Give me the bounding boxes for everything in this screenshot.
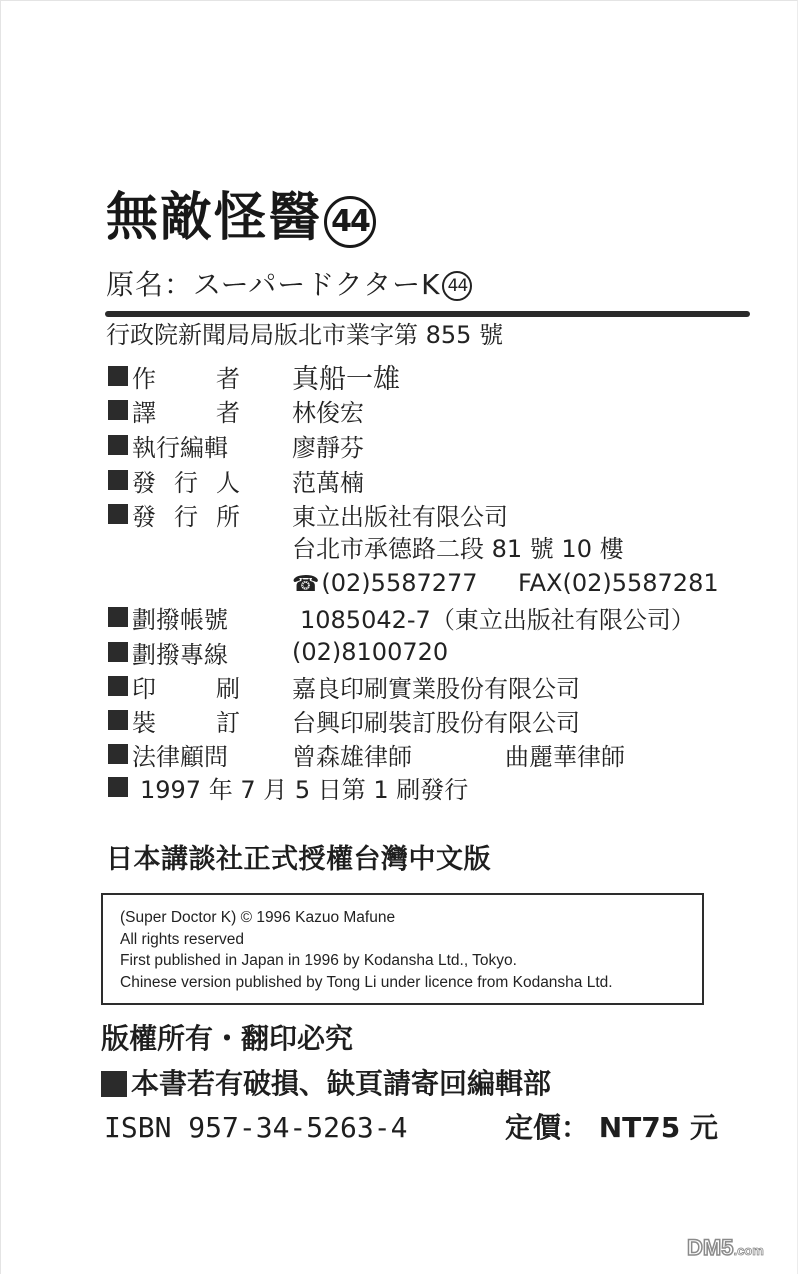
credit-row-translator <box>108 393 364 427</box>
credit-label <box>132 635 282 670</box>
isbn: ISBN 957-34-5263-4 <box>104 1111 408 1144</box>
label-char: 人 <box>216 468 240 497</box>
credit-value: 范萬楠 <box>292 468 364 497</box>
credit-label <box>132 497 240 532</box>
copyright-line: All rights reserved <box>120 930 245 948</box>
credit-row-legal <box>108 737 625 771</box>
credit-row-publisher <box>108 497 508 531</box>
credit-label <box>132 600 282 635</box>
label-char: 裝 <box>132 708 156 737</box>
label-char: 印 <box>132 674 156 703</box>
credit-value: 嘉良印刷實業股份有限公司 <box>292 674 580 703</box>
price: 定價： NT75 元 <box>505 1111 718 1144</box>
label-char: 所 <box>216 502 240 531</box>
credit-value: 曾森雄律師 <box>292 742 412 771</box>
square-bullet-icon <box>108 710 128 730</box>
copyright-line: (Super Doctor K) © 1996 Kazuo Mafune <box>120 909 396 926</box>
credit-label <box>132 737 282 772</box>
book-title-text: 無敵怪醫 <box>106 188 323 248</box>
watermark-suffix: .com <box>733 1243 764 1258</box>
credit-row-binder <box>108 703 580 737</box>
label-char: 作 <box>132 364 156 393</box>
label-char: 執行編輯 <box>132 433 228 462</box>
credit-value: 廖靜芬 <box>292 433 364 462</box>
square-bullet-icon <box>108 470 128 490</box>
copyright-line: First published in Japan in 1996 by Kodansha Ltd., Tokyo. <box>120 952 517 969</box>
watermark-logo <box>687 1236 764 1263</box>
label-char: 訂 <box>216 708 240 737</box>
label-char: 劃撥專線 <box>132 640 228 669</box>
book-title <box>106 186 376 250</box>
credit-row-account <box>108 600 695 634</box>
rights-reserved: 版權所有・翻印必究 <box>101 1022 354 1055</box>
credit-value: 台興印刷裝訂股份有限公司 <box>292 708 580 737</box>
square-bullet-icon <box>108 366 128 386</box>
fax-number: FAX(02)5587281 <box>518 569 719 597</box>
label-char: 者 <box>216 398 240 427</box>
square-bullet-icon <box>108 676 128 696</box>
square-bullet-icon <box>101 1071 127 1097</box>
authorization-line: 日本講談社正式授權台灣中文版 <box>106 844 491 875</box>
credit-value: (02)8100720 <box>292 638 449 666</box>
publication-date: 1997 年 7 月 5 日第 1 刷發行 <box>140 775 469 804</box>
square-bullet-icon <box>108 744 128 764</box>
credit-label <box>132 703 240 738</box>
publisher-contact <box>292 566 719 602</box>
credit-label <box>132 428 282 463</box>
publisher-address: 台北市承德路二段 81 號 10 樓 <box>292 535 624 563</box>
credit-row-printer <box>108 669 580 703</box>
square-bullet-icon <box>108 607 128 627</box>
credit-value: 林俊宏 <box>292 398 364 427</box>
watermark-text: DM5 <box>687 1235 734 1260</box>
copyright-line: Chinese version published by Tong Li under licence from Kodansha Ltd. <box>120 973 613 991</box>
credit-label <box>132 393 240 428</box>
square-bullet-icon <box>108 504 128 524</box>
credit-value: 東立出版社有限公司 <box>292 502 508 531</box>
credit-label <box>132 669 240 704</box>
copyright-box <box>101 893 704 1005</box>
credit-label <box>132 463 240 498</box>
publication-date-row <box>108 770 468 804</box>
label-char: 刷 <box>216 674 240 703</box>
credit-value-secondary: 曲麗華律師 <box>505 742 625 771</box>
credit-row-hotline <box>108 635 449 669</box>
label-char: 行 <box>174 468 198 497</box>
credit-row-publisher-person <box>108 463 364 497</box>
label-char: 行 <box>174 502 198 531</box>
square-bullet-icon <box>108 400 128 420</box>
label-char: 發 <box>132 468 156 497</box>
credit-row-editor <box>108 428 364 462</box>
original-volume-badge: 44 <box>442 271 472 301</box>
divider-rule <box>105 311 750 317</box>
credit-value: 真船一雄 <box>292 363 400 395</box>
license-line: 行政院新聞局局版北市業字第 855 號 <box>106 321 504 349</box>
label-char: 發 <box>132 502 156 531</box>
damage-notice-row <box>101 1064 551 1104</box>
label-char: 者 <box>216 364 240 393</box>
telephone-icon: ☎ <box>292 572 320 597</box>
volume-badge: 44 <box>324 196 376 248</box>
square-bullet-icon <box>108 642 128 662</box>
square-bullet-icon <box>108 777 128 797</box>
credit-value: 1085042-7（東立出版社有限公司） <box>300 605 695 634</box>
original-title-label: 原名： <box>106 268 194 301</box>
credit-label <box>132 359 240 394</box>
label-char: 譯 <box>132 398 156 427</box>
label-char: 法律顧問 <box>132 742 228 771</box>
original-title-text: スーパードクターK <box>193 268 441 301</box>
damage-notice: 本書若有破損、缺頁請寄回編輯部 <box>131 1067 552 1100</box>
label-char: 劃撥帳號 <box>132 605 228 634</box>
phone-number: (02)5587277 <box>321 569 478 597</box>
square-bullet-icon <box>108 435 128 455</box>
original-title <box>106 267 472 303</box>
credit-row-author <box>108 359 400 395</box>
